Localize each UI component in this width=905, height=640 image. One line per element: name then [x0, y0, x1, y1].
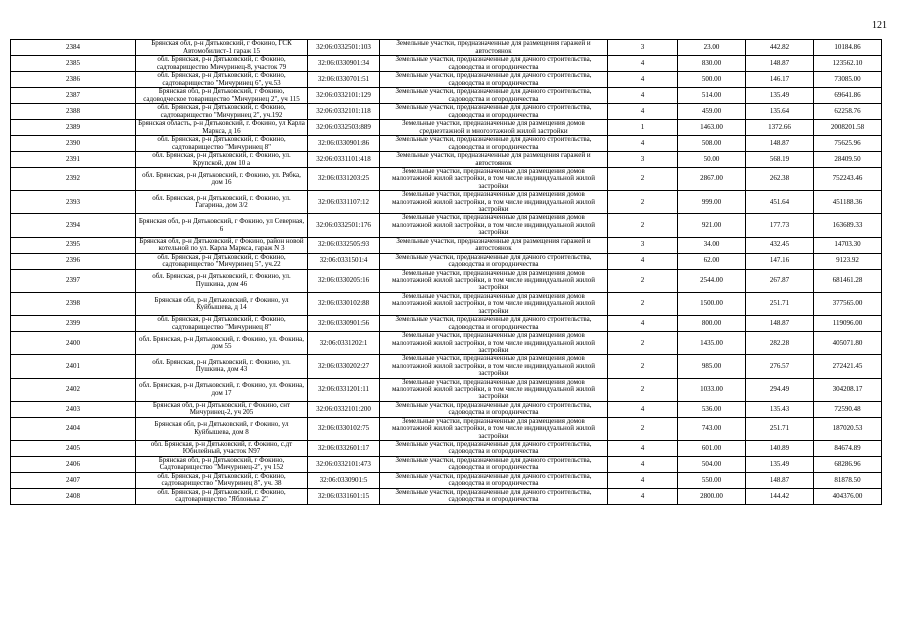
specific-value-cell: 251.71 [746, 417, 814, 440]
specific-value-cell: 276.57 [746, 355, 814, 378]
cadastral-number-cell: 32:06:0331107:12 [308, 191, 380, 214]
land-use-cell: Земельные участки, предназначенные для дачного строительства, садоводства и огородничества [380, 440, 608, 456]
land-use-cell: Земельные участки, предназначенные для размещения домов малоэтажной жилой застройки, в том числе индивидуальной жилой застройки [380, 332, 608, 355]
area-cell: 2800.00 [678, 488, 746, 504]
address-cell: Брянская обл, р-н Дятьковский, г Фокино, район новой котельной по ул. Карла Маркса, гараж N 3 [136, 237, 308, 253]
table-row [11, 214, 882, 237]
specific-value-cell: 177.73 [746, 214, 814, 237]
table-row [11, 168, 882, 191]
address-cell: Брянская обл, р-н Дятьковский, г Фокино, ул Северная, 6 [136, 214, 308, 237]
cadastral-number-cell: 32:06:0330901:56 [308, 316, 380, 332]
group-cell: 2 [608, 214, 678, 237]
address-cell: Брянская обл, р-н Дятьковский, г Фокино, снт Мичуринец-2, уч 205 [136, 401, 308, 417]
cadastral-number-cell: 32:06:0332501:176 [308, 214, 380, 237]
land-use-cell: Земельные участки, предназначенные для размещения домов малоэтажной жилой застройки, в том числе индивидуальной жилой застройки [380, 378, 608, 401]
cadastral-number-cell: 32:06:0332101:129 [308, 88, 380, 104]
cadastral-value-cell: 304208.17 [814, 378, 882, 401]
specific-value-cell: 267.87 [746, 269, 814, 292]
land-use-cell: Земельные участки, предназначенные для размещения домов малоэтажной жилой застройки, в том числе индивидуальной жилой застройки [380, 191, 608, 214]
cadastral-value-cell: 123562.10 [814, 56, 882, 72]
specific-value-cell: 148.87 [746, 472, 814, 488]
address-cell: обл. Брянская, р-н Дятьковский, г. Фокино, садтоварищество "Мичуринец 8" [136, 136, 308, 152]
land-use-cell: Земельные участки, предназначенные для дачного строительства, садоводства и огородничества [380, 104, 608, 120]
table-row [11, 292, 882, 315]
table-row [11, 472, 882, 488]
address-cell: Брянская обл, р-н Дятьковский, г Фокино, садоводческое товарищество "Мичуринец 2", уч 115 [136, 88, 308, 104]
table-row [11, 136, 882, 152]
page-number: 121 [872, 20, 887, 31]
specific-value-cell: 432.45 [746, 237, 814, 253]
cadastral-value-cell: 28409.50 [814, 152, 882, 168]
area-cell: 985.00 [678, 355, 746, 378]
group-cell: 4 [608, 88, 678, 104]
specific-value-cell: 135.49 [746, 456, 814, 472]
cadastral-number-cell: 32:06:0332101:200 [308, 401, 380, 417]
row-number-cell: 2400 [11, 332, 136, 355]
row-number-cell: 2403 [11, 401, 136, 417]
land-use-cell: Земельные участки, предназначенные для дачного строительства, садоводства и огородничества [380, 136, 608, 152]
address-cell: обл. Брянская, р-н Дятьковский, г. Фокино, ул. Гагарина, дом 3/2 [136, 191, 308, 214]
area-cell: 504.00 [678, 456, 746, 472]
specific-value-cell: 144.42 [746, 488, 814, 504]
cadastral-value-cell: 75625.96 [814, 136, 882, 152]
table-row [11, 355, 882, 378]
land-use-cell: Земельные участки, предназначенные для размещения домов среднеэтажной и многоэтажной жилой застройки [380, 120, 608, 136]
land-use-cell: Земельные участки, предназначенные для дачного строительства, садоводства и огородничества [380, 401, 608, 417]
cadastral-number-cell: 32:06:0330102:75 [308, 417, 380, 440]
land-use-cell: Земельные участки, предназначенные для размещения домов малоэтажной жилой застройки, в том числе индивидуальной жилой застройки [380, 417, 608, 440]
area-cell: 2544.00 [678, 269, 746, 292]
land-use-cell: Земельные участки, предназначенные для размещения гаражей и автостоянок [380, 40, 608, 56]
row-number-cell: 2394 [11, 214, 136, 237]
row-number-cell: 2402 [11, 378, 136, 401]
address-cell: обл. Брянская, р-н Дятьковский, г. Фокино, ул. Пушкина, дом 46 [136, 269, 308, 292]
cadastral-value-table [10, 39, 882, 505]
area-cell: 50.00 [678, 152, 746, 168]
cadastral-number-cell: 32:06:0332101:118 [308, 104, 380, 120]
address-cell: Брянская обл, р-н Дятьковский, г Фокино, ГСК Автомобилист-1 гараж 15 [136, 40, 308, 56]
specific-value-cell: 282.28 [746, 332, 814, 355]
table-row [11, 56, 882, 72]
row-number-cell: 2390 [11, 136, 136, 152]
cadastral-value-cell: 451188.36 [814, 191, 882, 214]
row-number-cell: 2396 [11, 253, 136, 269]
table-row [11, 417, 882, 440]
row-number-cell: 2408 [11, 488, 136, 504]
group-cell: 2 [608, 292, 678, 315]
area-cell: 1435.00 [678, 332, 746, 355]
table-row [11, 269, 882, 292]
table-row [11, 378, 882, 401]
group-cell: 4 [608, 472, 678, 488]
specific-value-cell: 146.17 [746, 72, 814, 88]
group-cell: 2 [608, 191, 678, 214]
address-cell: обл. Брянская, р-н Дятьковский, г. Фокино, садтоварищество "Яблонька 2" [136, 488, 308, 504]
specific-value-cell: 148.87 [746, 316, 814, 332]
area-cell: 1033.00 [678, 378, 746, 401]
area-cell: 459.00 [678, 104, 746, 120]
address-cell: обл. Брянская, р-н Дятьковский, г. Фокино, садтоварищество Мичуринец-8, участок 79 [136, 56, 308, 72]
row-number-cell: 2384 [11, 40, 136, 56]
group-cell: 2 [608, 355, 678, 378]
cadastral-number-cell: 32:06:0332505:93 [308, 237, 380, 253]
land-use-cell: Земельные участки, предназначенные для размещения домов малоэтажной жилой застройки, в том числе индивидуальной жилой застройки [380, 269, 608, 292]
cadastral-value-cell: 73085.00 [814, 72, 882, 88]
address-cell: Брянская обл, р-н Дятьковский, г Фокино, ул Куйбышева, дом 8 [136, 417, 308, 440]
cadastral-value-cell: 377565.00 [814, 292, 882, 315]
table-row [11, 72, 882, 88]
group-cell: 4 [608, 440, 678, 456]
cadastral-number-cell: 32:06:0331202:1 [308, 332, 380, 355]
row-number-cell: 2392 [11, 168, 136, 191]
cadastral-value-cell: 72590.48 [814, 401, 882, 417]
group-cell: 4 [608, 401, 678, 417]
specific-value-cell: 442.82 [746, 40, 814, 56]
cadastral-number-cell: 32:06:0330202:27 [308, 355, 380, 378]
cadastral-number-cell: 32:06:0330901:34 [308, 56, 380, 72]
land-use-cell: Земельные участки, предназначенные для размещения домов малоэтажной жилой застройки, в том числе индивидуальной жилой застройки [380, 355, 608, 378]
group-cell: 4 [608, 456, 678, 472]
table-row [11, 237, 882, 253]
land-use-cell: Земельные участки, предназначенные для дачного строительства, садоводства и огородничества [380, 253, 608, 269]
land-use-cell: Земельные участки, предназначенные для дачного строительства, садоводства и огородничества [380, 456, 608, 472]
group-cell: 2 [608, 332, 678, 355]
group-cell: 4 [608, 488, 678, 504]
area-cell: 62.00 [678, 253, 746, 269]
cadastral-value-cell: 405071.80 [814, 332, 882, 355]
address-cell: обл. Брянская, р-н Дятьковский, г. Фокино, садтоварищество "Мичуринец 8" [136, 316, 308, 332]
table-row [11, 191, 882, 214]
specific-value-cell: 568.19 [746, 152, 814, 168]
address-cell: обл. Брянская, р-н Дятьковский, г. Фокино, садтоварищество "Мичуринец 6", уч.53 [136, 72, 308, 88]
cadastral-number-cell: 32:06:0331203:25 [308, 168, 380, 191]
address-cell: обл. Брянская, р-н Дятьковский, г. Фокино, садтоварищество "Мичуринец 5", уч.22 [136, 253, 308, 269]
cadastral-number-cell: 32:06:0330701:51 [308, 72, 380, 88]
cadastral-value-cell: 84674.89 [814, 440, 882, 456]
row-number-cell: 2395 [11, 237, 136, 253]
land-use-cell: Земельные участки, предназначенные для дачного строительства, садоводства и огородничества [380, 472, 608, 488]
cadastral-value-cell: 681461.28 [814, 269, 882, 292]
row-number-cell: 2391 [11, 152, 136, 168]
address-cell: обл. Брянская, р-н Дятьковский, г. Фокино, ул. Рябка, дом 16 [136, 168, 308, 191]
specific-value-cell: 135.49 [746, 88, 814, 104]
address-cell: обл. Брянская, р-н Дятьковский, г. Фокино, ул. Крупской, дом 10 а [136, 152, 308, 168]
area-cell: 830.00 [678, 56, 746, 72]
table-body [11, 40, 882, 505]
specific-value-cell: 294.49 [746, 378, 814, 401]
area-cell: 743.00 [678, 417, 746, 440]
cadastral-number-cell: 32:06:0330901:5 [308, 472, 380, 488]
cadastral-number-cell: 32:06:0331601:15 [308, 488, 380, 504]
specific-value-cell: 135.43 [746, 401, 814, 417]
address-cell: Брянская область, р-н Дятьковский, г. Фокино, ул Карла Маркса, д 16 [136, 120, 308, 136]
cadastral-value-cell: 81878.50 [814, 472, 882, 488]
address-cell: обл. Брянская, р-н Дятьковский, г. Фокино, ул. Фокина, дом 55 [136, 332, 308, 355]
cadastral-value-cell: 10184.86 [814, 40, 882, 56]
land-use-cell: Земельные участки, предназначенные для размещения домов малоэтажной жилой застройки, в том числе индивидуальной жилой застройки [380, 214, 608, 237]
table-row [11, 152, 882, 168]
cadastral-value-cell: 68286.96 [814, 456, 882, 472]
table-row [11, 332, 882, 355]
area-cell: 601.00 [678, 440, 746, 456]
land-use-cell: Земельные участки, предназначенные для размещения домов малоэтажной жилой застройки, в том числе индивидуальной жилой застройки [380, 168, 608, 191]
cadastral-value-cell: 187020.53 [814, 417, 882, 440]
land-use-cell: Земельные участки, предназначенные для размещения гаражей и автостоянок [380, 152, 608, 168]
area-cell: 514.00 [678, 88, 746, 104]
specific-value-cell: 135.64 [746, 104, 814, 120]
address-cell: обл. Брянская, р-н Дятьковский, г. Фокино, садтоварищество "Мичуринец 2", уч.192 [136, 104, 308, 120]
row-number-cell: 2405 [11, 440, 136, 456]
row-number-cell: 2398 [11, 292, 136, 315]
row-number-cell: 2407 [11, 472, 136, 488]
cadastral-number-cell: 32:06:0331101:418 [308, 152, 380, 168]
cadastral-value-cell: 404376.00 [814, 488, 882, 504]
cadastral-number-cell: 32:06:0331201:11 [308, 378, 380, 401]
group-cell: 2 [608, 269, 678, 292]
table-row [11, 456, 882, 472]
group-cell: 4 [608, 253, 678, 269]
address-cell: обл. Брянская, р-н Дятьковский, г. Фокино, ул. Пушкина, дом 43 [136, 355, 308, 378]
row-number-cell: 2386 [11, 72, 136, 88]
group-cell: 3 [608, 40, 678, 56]
area-cell: 550.00 [678, 472, 746, 488]
cadastral-number-cell: 32:06:0332501:103 [308, 40, 380, 56]
specific-value-cell: 148.87 [746, 136, 814, 152]
cadastral-number-cell: 32:06:0332601:17 [308, 440, 380, 456]
row-number-cell: 2404 [11, 417, 136, 440]
group-cell: 1 [608, 120, 678, 136]
address-cell: обл. Брянская, р-н Дятьковский, г. Фокино, ул. Фокина, дом 17 [136, 378, 308, 401]
specific-value-cell: 262.38 [746, 168, 814, 191]
cadastral-number-cell: 32:06:0332503:889 [308, 120, 380, 136]
cadastral-number-cell: 32:06:0330102:88 [308, 292, 380, 315]
cadastral-value-cell: 62258.76 [814, 104, 882, 120]
area-cell: 500.00 [678, 72, 746, 88]
table-row [11, 120, 882, 136]
row-number-cell: 2385 [11, 56, 136, 72]
table-row [11, 488, 882, 504]
row-number-cell: 2387 [11, 88, 136, 104]
cadastral-number-cell: 32:06:0332101:473 [308, 456, 380, 472]
address-cell: Брянская обл, р-н Дятьковский, г Фокино, ул Куйбышева, д 14 [136, 292, 308, 315]
specific-value-cell: 1372.66 [746, 120, 814, 136]
table-row [11, 440, 882, 456]
row-number-cell: 2393 [11, 191, 136, 214]
group-cell: 4 [608, 316, 678, 332]
row-number-cell: 2397 [11, 269, 136, 292]
cadastral-number-cell: 32:06:0331501:4 [308, 253, 380, 269]
specific-value-cell: 451.64 [746, 191, 814, 214]
area-cell: 536.00 [678, 401, 746, 417]
area-cell: 23.00 [678, 40, 746, 56]
table-row [11, 88, 882, 104]
table-row [11, 253, 882, 269]
group-cell: 3 [608, 237, 678, 253]
group-cell: 4 [608, 136, 678, 152]
area-cell: 921.00 [678, 214, 746, 237]
area-cell: 1463.00 [678, 120, 746, 136]
table-row [11, 104, 882, 120]
specific-value-cell: 140.89 [746, 440, 814, 456]
cadastral-value-cell: 163689.33 [814, 214, 882, 237]
row-number-cell: 2399 [11, 316, 136, 332]
area-cell: 999.00 [678, 191, 746, 214]
row-number-cell: 2389 [11, 120, 136, 136]
address-cell: обл. Брянская, р-н Дятьковский, г. Фокино, садтоварищество "Мичуринец 8", уч. 38 [136, 472, 308, 488]
area-cell: 800.00 [678, 316, 746, 332]
group-cell: 4 [608, 56, 678, 72]
area-cell: 1500.00 [678, 292, 746, 315]
cadastral-value-cell: 272421.45 [814, 355, 882, 378]
table-row [11, 40, 882, 56]
row-number-cell: 2401 [11, 355, 136, 378]
group-cell: 4 [608, 72, 678, 88]
land-use-cell: Земельные участки, предназначенные для дачного строительства, садоводства и огородничества [380, 488, 608, 504]
cadastral-value-cell: 14703.30 [814, 237, 882, 253]
land-use-cell: Земельные участки, предназначенные для дачного строительства, садоводства и огородничества [380, 316, 608, 332]
area-cell: 2867.00 [678, 168, 746, 191]
table-row [11, 401, 882, 417]
cadastral-value-cell: 69641.86 [814, 88, 882, 104]
cadastral-value-cell: 9123.92 [814, 253, 882, 269]
address-cell: обл. Брянская, р-н Дятьковский, г. Фокино, с.дт Юбилейный, участок N97 [136, 440, 308, 456]
cadastral-number-cell: 32:06:0330205:16 [308, 269, 380, 292]
specific-value-cell: 251.71 [746, 292, 814, 315]
land-use-cell: Земельные участки, предназначенные для размещения гаражей и автостоянок [380, 237, 608, 253]
land-use-cell: Земельные участки, предназначенные для дачного строительства, садоводства и огородничества [380, 88, 608, 104]
cadastral-value-cell: 119096.00 [814, 316, 882, 332]
area-cell: 508.00 [678, 136, 746, 152]
cadastral-value-cell: 752243.46 [814, 168, 882, 191]
group-cell: 2 [608, 417, 678, 440]
group-cell: 3 [608, 152, 678, 168]
row-number-cell: 2388 [11, 104, 136, 120]
land-use-cell: Земельные участки, предназначенные для размещения домов малоэтажной жилой застройки, в том числе индивидуальной жилой застройки [380, 292, 608, 315]
area-cell: 34.00 [678, 237, 746, 253]
group-cell: 2 [608, 378, 678, 401]
group-cell: 4 [608, 104, 678, 120]
group-cell: 2 [608, 168, 678, 191]
row-number-cell: 2406 [11, 456, 136, 472]
specific-value-cell: 147.16 [746, 253, 814, 269]
cadastral-number-cell: 32:06:0330901:86 [308, 136, 380, 152]
address-cell: Брянская обл, р-н Дятьковский, г Фокино, Садтоварищество "Мичуринец-2", уч 152 [136, 456, 308, 472]
cadastral-value-cell: 2008201.58 [814, 120, 882, 136]
table-row [11, 316, 882, 332]
land-use-cell: Земельные участки, предназначенные для дачного строительства, садоводства и огородничества [380, 56, 608, 72]
specific-value-cell: 148.87 [746, 56, 814, 72]
land-use-cell: Земельные участки, предназначенные для дачного строительства, садоводства и огородничества [380, 72, 608, 88]
